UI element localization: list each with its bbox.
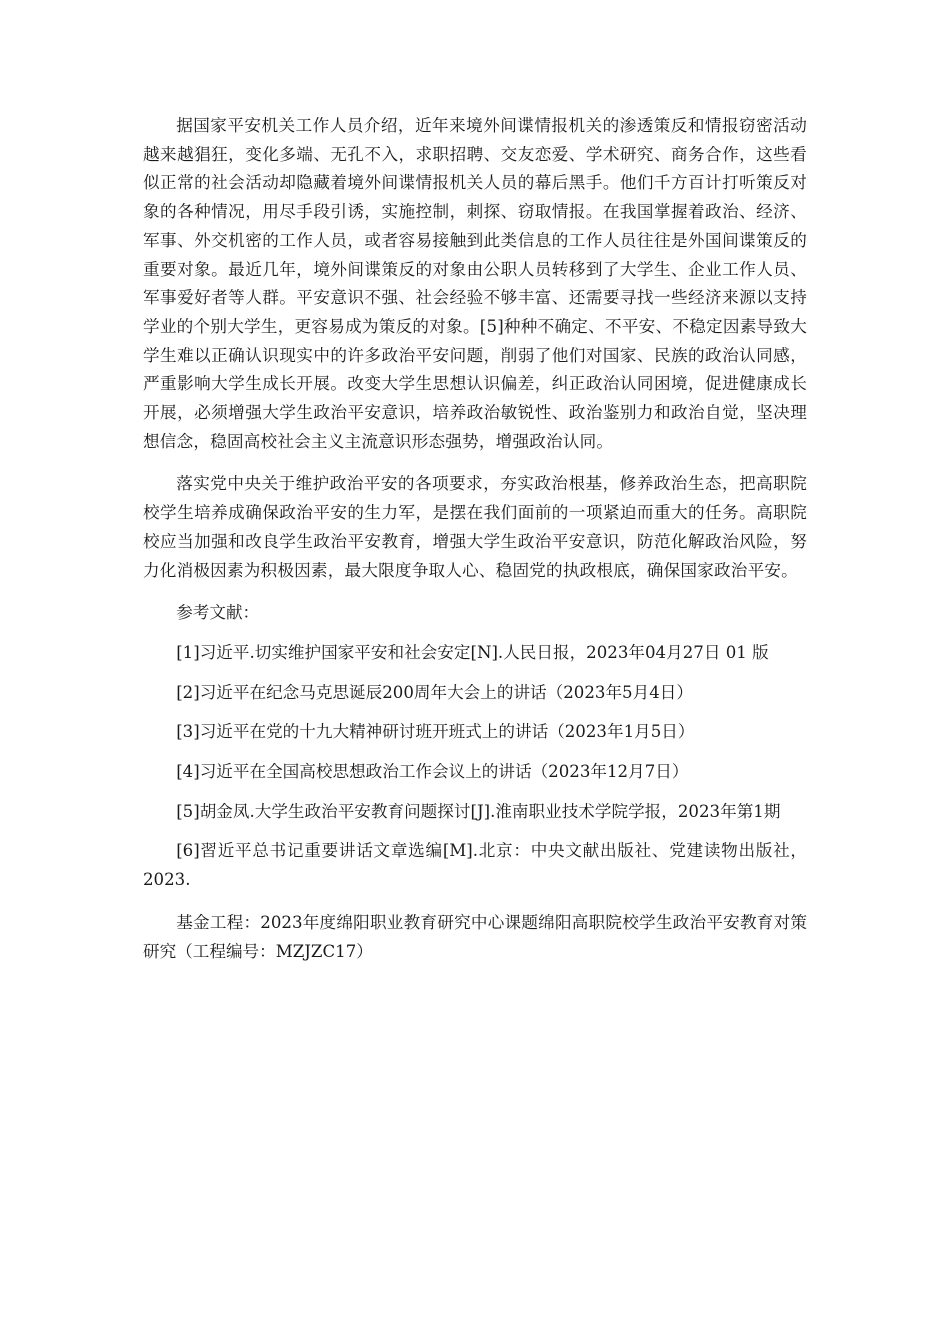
references-heading: 参考文献：	[176, 603, 260, 623]
body-paragraph-2: 落实党中央关于维护政治平安的各项要求，夯实政治根基，修养政治生态，把高职院校学生培养成确保政治平安的生力军，是摆在我们面前的一项紧迫而重大的任务。高职院校应当加强和改良学生政治平安教育，增强大学生政治平安意识，防范化解政治风险，努力化消极因素为积极因素，最大限度争取人心、稳固党的执政根底，确保国家政治平安。	[143, 474, 807, 580]
reference-item-6: [6]習近平总书记重要讲话文章选编[M].北京：中央文献出版社、党建读物出版社，2023.	[143, 841, 807, 890]
reference-item-3: [3]习近平在党的十九大精神研讨班开班式上的讲话（2023年1月5日）	[176, 722, 695, 742]
document-page	[143, 112, 807, 966]
reference-item-5: [5]胡金凤.大学生政治平安教育问题探讨[J].淮南职业技术学院学报，2023年第1期	[176, 801, 781, 821]
reference-item-4: [4]习近平在全国高校思想政治工作会议上的讲话（2023年12月7日）	[176, 762, 689, 782]
body-paragraph-1: 据国家平安机关工作人员介绍，近年来境外间谍情报机关的渗透策反和情报窃密活动越来越猖狂，变化多端、无孔不入，求职招聘、交友恋爱、学术研究、商务合作，这些看似正常的社会活动却隐藏着境外间谍情报机关人员的幕后黑手。他们千方百计打听策反对象的各种情况，用尽手段引诱，实施控制，刺探、窃取情报。在我国掌握着政治、经济、军事、外交机密的工作人员，或者容易接触到此类信息的工作人员往往是外国间谍策反的重要对象。最近几年，境外间谍策反的对象由公职人员转移到了大学生、企业工作人员、军事爱好者等人群。平安意识不强、社会经验不够丰富、还需要寻找一些经济来源以支持学业的个别大学生，更容易成为策反的对象。[5]种种不确定、不平安、不稳定因素导致大学生难以正确认识现实中的许多政治平安问题，削弱了他们对国家、民族的政治认同感，严重影响大学生成长开展。改变大学生思想认识偏差，纠正政治认同困境，促进健康成长开展，必须增强大学生政治平安意识，培养政治敏锐性、政治鉴别力和政治自觉，坚决理想信念，稳固高校社会主义主流意识形态强势，增强政治认同。	[143, 116, 807, 451]
reference-item-1: [1]习近平.切实维护国家平安和社会安定[N].人民日报，2023年04月27日 01 版	[176, 642, 769, 662]
reference-item-2: [2]习近平在纪念马克思诞辰200周年大会上的讲话（2023年5月4日）	[176, 682, 693, 702]
funding-note: 基金工程：2023年度绵阳职业教育研究中心课题绵阳高职院校学生政治平安教育对策研究（工程编号：MZJZC17）	[143, 912, 807, 961]
